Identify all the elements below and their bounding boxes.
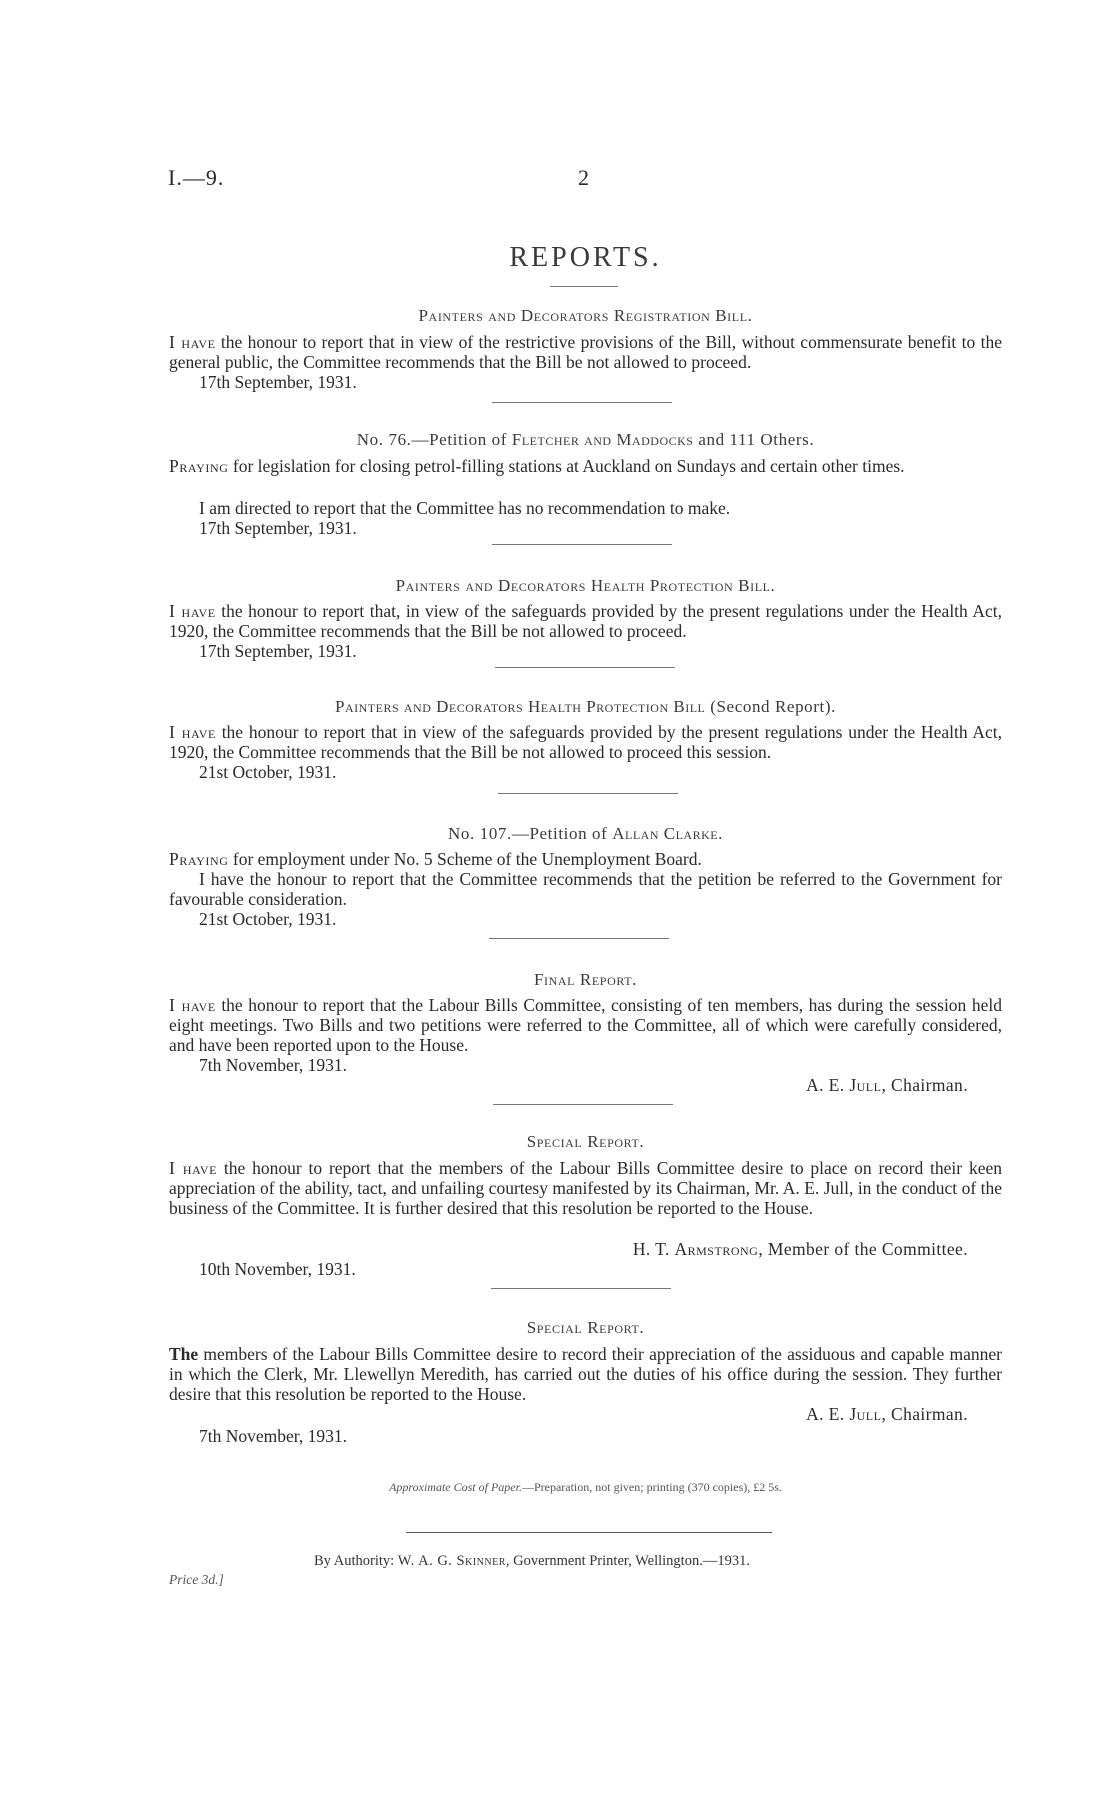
authority-line — [314, 1553, 750, 1570]
heading-prefix: No. 107.—Petition of — [448, 824, 613, 843]
section-body-2: I am directed to report that the Committee has no recommendation to make. — [199, 498, 731, 518]
body-lead: I have — [169, 995, 216, 1015]
page-number: 2 — [578, 165, 589, 190]
signature-suffix: , Member of the Committee. — [758, 1239, 968, 1259]
doc-reference: I.—9. — [168, 165, 225, 190]
bill-name: Painters and Decorators Health Protection Bill — [335, 697, 706, 716]
section-heading: Painters and Decorators Registration Bill. — [418, 306, 753, 325]
section-body — [169, 332, 1002, 372]
heading-suffix: . — [718, 824, 723, 843]
heading-suffix: (Second Report). — [705, 697, 836, 716]
signature-prefix: A. E. — [806, 1404, 850, 1424]
signature-suffix: , Chairman. — [881, 1404, 968, 1424]
signature — [806, 1075, 968, 1096]
body-text: the honour to report that in view of the restrictive provisions of the Bill, without commensurate benefit to the general public, the Committee recommends that the Bill be not allowed to proceed. — [169, 332, 1002, 372]
report-date: 17th September, 1931. — [199, 372, 357, 392]
body-text: the honour to report that in view of the safeguards provided by the present regulations under the Health Act, 1920, the Committee recommends that the Bill be not allowed to proceed this session. — [169, 722, 1002, 762]
report-date: 21st October, 1931. — [199, 909, 337, 929]
section-heading: Painters and Decorators Health Protection Bill. — [395, 576, 776, 595]
section-heading: Special Report. — [526, 1132, 645, 1151]
petition-heading — [169, 430, 1002, 450]
page-title: REPORTS. — [509, 242, 662, 273]
printer-name: W. A. G. Skinner — [397, 1553, 506, 1569]
section-heading: Special Report. — [526, 1318, 645, 1337]
cost-note — [169, 1480, 1002, 1495]
signatory-name: Jull — [849, 1075, 882, 1095]
section-body — [169, 1344, 1002, 1404]
section-divider — [492, 402, 672, 403]
signature — [633, 1239, 968, 1260]
price-note: Price 3d.] — [169, 1572, 224, 1587]
heading-suffix: and 111 Others. — [693, 430, 815, 449]
petitioner-name: Fletcher and Maddocks — [511, 430, 694, 449]
section-body — [169, 849, 1002, 869]
signatory-name: Armstrong — [674, 1239, 759, 1259]
body-lead: Praying — [169, 456, 229, 476]
section-divider — [491, 1288, 671, 1289]
body-text: the honour to report that, in view of the safeguards provided by the present regulations under the Health Act, 1920, the Committee recommends that the Bill be not allowed to proceed. — [169, 601, 1002, 641]
authority-prefix: By Authority: — [314, 1553, 398, 1569]
body-text: for employment under No. 5 Scheme of the Unemployment Board. — [228, 849, 702, 869]
section-body — [169, 1158, 1002, 1218]
signature-prefix: A. E. — [806, 1075, 850, 1095]
body-text: the honour to report that the members of the Labour Bills Committee desire to place on record their keen appreciation of the ability, tact, and unfailing courtesy manifested by its Chairman, Mr. A. E. Jull, in the conduct of the business of the Committee. It is further desired that this resolution be reported to the House. — [169, 1158, 1002, 1218]
signature-suffix: , Chairman. — [881, 1075, 968, 1095]
section-divider — [495, 667, 675, 668]
body-lead: I have — [169, 722, 216, 742]
body-lead: I have — [169, 332, 216, 352]
section-divider — [489, 938, 669, 939]
section-body — [169, 601, 1002, 641]
heading-prefix: No. 76.—Petition of — [356, 430, 512, 449]
signature-prefix: H. T. — [632, 1239, 675, 1259]
section-heading: Final Report. — [533, 970, 638, 989]
body-lead: Praying — [169, 849, 229, 869]
report-date: 7th November, 1931. — [199, 1055, 348, 1075]
body-lead: I have — [169, 1158, 218, 1178]
cost-note-label: Approximate Cost of Paper. — [389, 1480, 522, 1494]
report-date: 7th November, 1931. — [199, 1426, 348, 1446]
body-lead: I have — [169, 601, 216, 621]
petitioner-name: Allan Clarke — [612, 824, 719, 843]
report-date: 17th September, 1931. — [199, 641, 357, 661]
body-text: for legislation for closing petrol-filling stations at Auckland on Sundays and certain other times. — [228, 456, 905, 476]
footer-rule — [406, 1532, 772, 1533]
section-divider — [493, 1104, 673, 1105]
petition-heading — [169, 824, 1002, 844]
cost-note-text: —Preparation, not given; printing (370 copies), £2 5s. — [521, 1480, 782, 1494]
body-text: the honour to report that the Labour Bills Committee, consisting of ten members, has during the session held eight meetings. Two Bills and two petitions were referred to the Committee, all of which were carefully considered, and have been reported upon to the House. — [169, 995, 1002, 1055]
signatory-name: Jull — [849, 1404, 882, 1424]
section-body — [169, 456, 1002, 476]
section-body — [169, 995, 1002, 1055]
signature — [806, 1404, 968, 1425]
body-text: members of the Labour Bills Committee desire to record their appreciation of the assiduous and capable manner in which the Clerk, Mr. Llewellyn Meredith, has carried out the duties of his office during the session. They further desire that this resolution be reported to the House. — [169, 1344, 1002, 1404]
report-date: 10th November, 1931. — [199, 1259, 356, 1279]
section-heading — [169, 697, 1002, 717]
report-date: 17th September, 1931. — [199, 518, 357, 538]
title-rule — [550, 286, 618, 287]
authority-rest: , Government Printer, Wellington.—1931. — [505, 1553, 750, 1569]
section-body — [169, 722, 1002, 762]
section-body-2: I have the honour to report that the Committee recommends that the petition be referred to the Government for favourable consideration. — [169, 869, 1002, 909]
report-date: 21st October, 1931. — [199, 762, 337, 782]
section-divider — [498, 793, 678, 794]
body-lead: The — [169, 1344, 199, 1364]
section-divider — [492, 544, 672, 545]
